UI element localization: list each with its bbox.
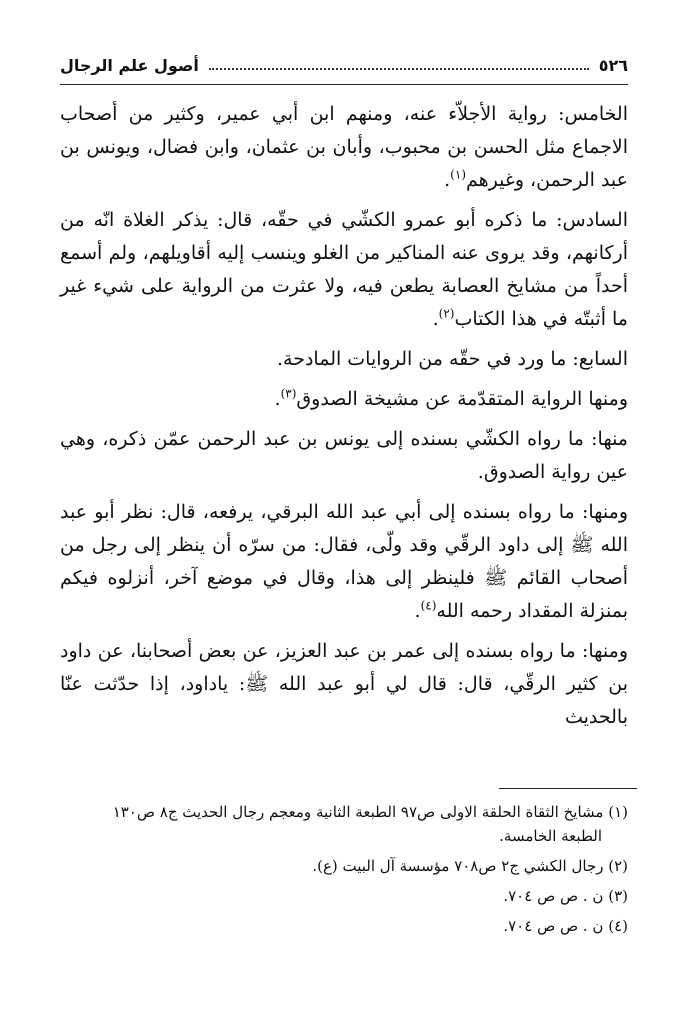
header-rule xyxy=(60,84,628,85)
footnote-number: (١) xyxy=(608,803,628,821)
paragraph-seventh: السابع: ما ورد في حقّه من الروايات المادحة. xyxy=(276,348,628,370)
footnote-text: مشايخ الثقاة الحلقة الاولى ص٩٧ الطبعة الثانية ومعجم رجال الحديث ج٨ ص١٣٠ xyxy=(112,803,604,821)
paragraph-saduq-narration: ومنها الرواية المتقدّمة عن مشيخة الصدوق$^{(٣)}$. xyxy=(274,386,628,410)
page-number: ٥٢٦ xyxy=(598,55,628,75)
paragraph-fifth: الخامس: رواية الأجلاّء عنه، ومنهم ابن أبي عمير، وكثير من أصحاب الاجماع مثل الحسن بن محبوب، وأبان بن عثمان، وابن فضال، ويونس بن عبد الرحمن، وغيرهم$^{(١)}$. xyxy=(60,103,628,191)
page-header xyxy=(60,48,628,82)
footnote-3 xyxy=(60,884,628,908)
footnote-ref-3: (٣) xyxy=(280,386,297,401)
footnote-ref-2: (٢) xyxy=(438,306,455,321)
footnotes xyxy=(60,800,628,944)
footnote-ref-4: (٤) xyxy=(420,598,437,613)
footnote-text: ن . ص ص ٧٠٤. xyxy=(503,917,604,935)
footnote-4 xyxy=(60,914,628,938)
footnote-number: (٣) xyxy=(608,887,628,905)
footnote-1-continuation: الطبعة الخامسة. xyxy=(499,827,602,845)
paragraph-sixth: السادس: ما ذكره أبو عمرو الكشّي في حقّه، قال: يذكر الغلاة انّه من أركانهم، وقد يروى عنه المناكير من الغلو وينسب إليه أقاويلهم، ولم أسمع أحداً من مشايخ العصابة يطعن فيه، ولا عثرت من الرواية على شيء غير ما أثبتّه في هذا الكتاب$^{(٢)}$. xyxy=(60,209,628,330)
header-dot-leader xyxy=(209,60,589,70)
footnote-number: (٤) xyxy=(608,917,628,935)
paragraph-barqi: ومنها: ما رواه بسنده إلى أبي عبد الله البرقي، يرفعه، قال: نظر أبو عبد الله ﷺ إلى داود الرقّي وقد ولّى، فقال: من سرّه أن ينظر إلى رجل من أصحاب القائم ﷺ فلينظر إلى هذا، وقال في موضع آخر، أنزلوه فيكم بمنزلة المقداد رحمه الله$^{(٤)}$. xyxy=(60,501,628,622)
footnote-2 xyxy=(60,854,628,878)
running-title: أصول علم الرجال xyxy=(60,55,199,75)
paragraph-kashshi-yunus: منها: ما رواه الكشّي بسنده إلى يونس بن عبد الرحمن عمّن ذكره، وهي عين رواية الصدوق. xyxy=(60,428,628,483)
footnote-ref-1: (١) xyxy=(450,167,466,182)
footnote-text: رجال الكشي ج٢ ص٧٠٨ مؤسسة آل البيت (ع). xyxy=(312,857,604,875)
main-text xyxy=(60,98,628,741)
paragraph-umar-abdulaziz: ومنها: ما رواه بسنده إلى عمر بن عبد العزيز، عن بعض أصحابنا، عن داود بن كثير الرقّي، قال: قال لي أبو عبد الله ﷺ: ياداود، إذا حدّثت عنّا بالحديث xyxy=(60,640,628,728)
footnote-1 xyxy=(60,800,628,824)
footnote-separator xyxy=(499,788,637,789)
footnote-number: (٢) xyxy=(608,857,628,875)
footnote-text: ن . ص ص ٧٠٤. xyxy=(503,887,604,905)
